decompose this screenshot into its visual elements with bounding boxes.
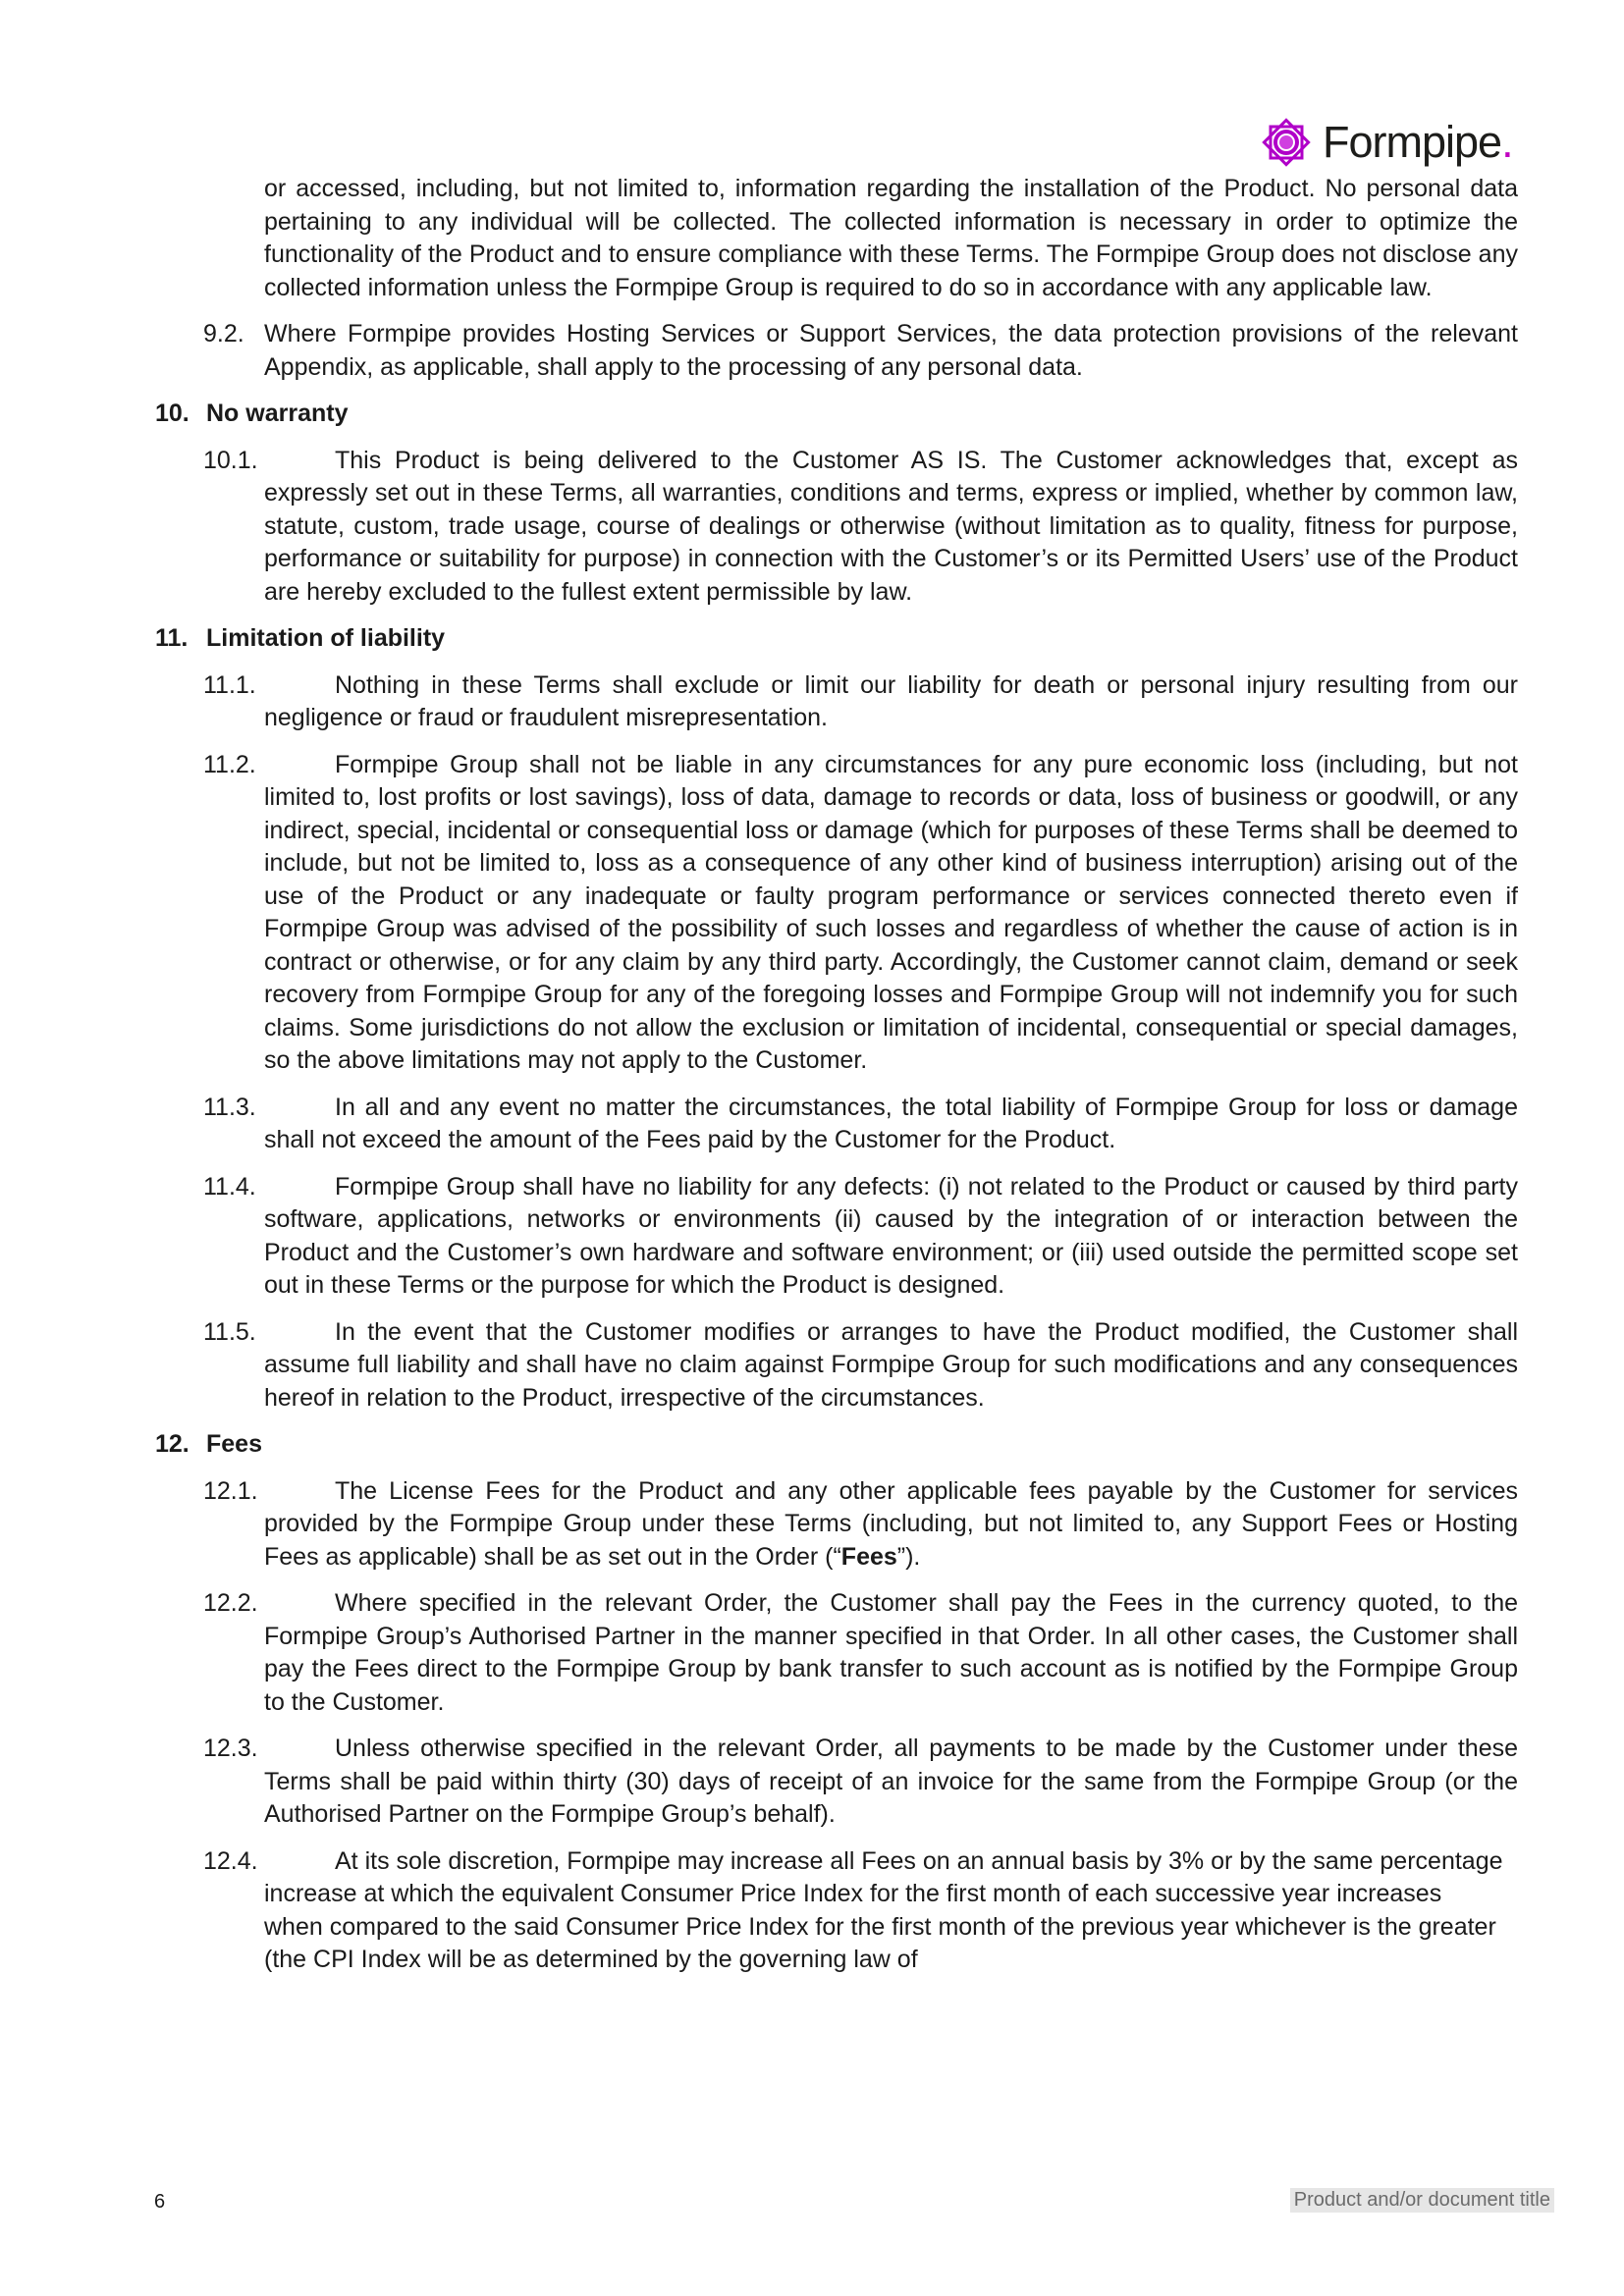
clause-text: This Product is being delivered to the Customer AS IS. The Customer acknowledges that, except as expressly set out in these Terms, all warranties, conditions and terms, express or implied, whether by common law, statute, custom, trade usage, course of dealings or otherwise (without limitation as to quality, fitness for purpose, performance or suitability for purpose) in connection with the Customer’s or its Permitted Users’ use of the Product are hereby excluded to the fullest extent permissible by law. <box>264 446 1518 606</box>
clause-11-1 <box>203 669 1518 735</box>
clause-11-3 <box>203 1092 1518 1157</box>
clause-text: Nothing in these Terms shall exclude or limit our liability for death or personal injury resulting from our negligence or fraud or fraudulent misrepresentation. <box>264 670 1518 731</box>
formpipe-logo-icon <box>1260 116 1313 169</box>
clause-text: Where specified in the relevant Order, the Customer shall pay the Fees in the currency quoted, to the Formpipe Group’s Authorised Partner in the manner specified in that Order. In all other cases, the Customer shall pay the Fees direct to the Formpipe Group by bank transfer to such account as is notified by the Formpipe Group to the Customer. <box>264 1589 1518 1716</box>
clause-12-1 <box>203 1475 1518 1575</box>
document-body <box>0 173 1624 1977</box>
clause-text: Where Formpipe provides Hosting Services or Support Services, the data protection provisions of the relevant Appendix, as applicable, shall apply to the processing of any personal data. <box>264 320 1518 381</box>
clause-number: 11.2. <box>203 750 256 778</box>
clause-11-5 <box>203 1316 1518 1415</box>
clause-12-4 <box>203 1845 1506 1977</box>
clause-text: At its sole discretion, Formpipe may increase all Fees on an annual basis by 3% or by the same percentage increase at which the equivalent Consumer Price Index for the first month of each successive year increases when compared to the said Consumer Price Index for the first month of the previous year whichever is the greater (the CPI Index will be as determined by the governing law of <box>264 1846 1503 1973</box>
clause-11-4 <box>203 1171 1518 1303</box>
clause-number: 12.3. <box>203 1735 258 1762</box>
clause-number: 11.3. <box>203 1093 256 1121</box>
defined-term: Fees <box>840 1542 897 1571</box>
section-title: Fees <box>206 1430 262 1458</box>
clause-text: Formpipe Group shall have no liability for any defects: (i) not related to the Product or caused by third party software, applications, networks or environments (ii) caused by the integration of or interaction between the Product and the Customer’s own hardware and software environment; or (iii) used outside the permitted scope set out in these Terms or the purpose for which the Product is designed. <box>264 1172 1518 1299</box>
section-heading-11 <box>155 622 1624 656</box>
clause-number: 12.4. <box>203 1846 258 1875</box>
section-title: No warranty <box>206 400 349 427</box>
clause-number: 11.4. <box>203 1172 256 1201</box>
section-title: Limitation of liability <box>206 624 446 652</box>
clause-10-1 <box>203 445 1518 610</box>
clause-12-2 <box>203 1587 1518 1719</box>
section-heading-12 <box>155 1428 1624 1462</box>
clause-text-end: ”). <box>896 1542 921 1571</box>
clause-12-3 <box>203 1733 1518 1832</box>
page-number: 6 <box>154 2191 166 2213</box>
clause-text: Formpipe Group shall not be liable in any circumstances for any pure economic loss (including, but not limited to, lost profits or lost savings), loss of data, damage to records or data, loss of business or goodwill, or any indirect, special, incidental or consequential loss or damage (which for purposes of these Terms shall be deemed to include, but not be limited to, loss as a consequence of any other kind of business interruption) arising out of the use of the Product or any inadequate or faulty program performance or services connected thereto even if Formpipe Group was advised of the possibility of such losses and regardless of whether the cause of action is in contract or otherwise, or for any claim by any third party. Accordingly, the Customer cannot claim, demand or seek recovery from Formpipe Group for any of the foregoing losses and Formpipe Group will not indemnify you for such claims. Some jurisdictions do not allow the exclusion or limitation of incidental, consequential or special damages, so the above limitations may not apply to the Customer. <box>264 750 1518 1074</box>
section-number: 11. <box>155 624 189 652</box>
clause-11-2 <box>203 749 1518 1078</box>
continuation-paragraph: or accessed, including, but not limited to, information regarding the installation of the Product. No personal data pertaining to any individual will be collected. The collected information is necessary in order to optimize the functionality of the Product and to ensure compliance with these Terms. The Formpipe Group does not disclose any collected information unless the Formpipe Group is required to do so in accordance with any applicable law. <box>264 175 1518 301</box>
clause-text: In the event that the Customer modifies or arranges to have the Product modified, the Customer shall assume full liability and shall have no claim against Formpipe Group for such modifications and any consequences hereof in relation to the Product, irrespective of the circumstances. <box>264 1317 1518 1412</box>
section-number: 10. <box>155 400 189 427</box>
section-number: 12. <box>155 1430 189 1458</box>
clause-text: Unless otherwise specified in the relevant Order, all payments to be made by the Customer under these Terms shall be paid within thirty (30) days of receipt of an invoice for the same from the Formpipe Group (or the Authorised Partner on the Formpipe Group’s behalf). <box>264 1735 1518 1828</box>
logo-wordmark: Formpipe. <box>1323 117 1513 167</box>
footer-document-title: Product and/or document title <box>1290 2188 1554 2213</box>
clause-9-2 <box>203 318 1518 384</box>
formpipe-logo <box>1260 114 1513 171</box>
clause-number: 9.2. <box>203 320 244 347</box>
clause-number: 12.1. <box>203 1476 258 1505</box>
clause-number: 12.2. <box>203 1589 258 1617</box>
clause-number: 10.1. <box>203 446 258 474</box>
clause-text: In all and any event no matter the circumstances, the total liability of Formpipe Group for loss or damage shall not exceed the amount of the Fees paid by the Customer for the Product. <box>264 1093 1518 1153</box>
clause-number: 11.5. <box>203 1317 256 1346</box>
section-heading-10 <box>155 398 1624 431</box>
clause-text: The License Fees for the Product and any other applicable fees payable by the Customer for services provided by the Formpipe Group under these Terms (including, but not limited to, any Support Fees or Hosting Fees as applicable) shall be as set out in the Order (“ <box>264 1476 1518 1571</box>
clause-number: 11.1. <box>203 670 256 699</box>
